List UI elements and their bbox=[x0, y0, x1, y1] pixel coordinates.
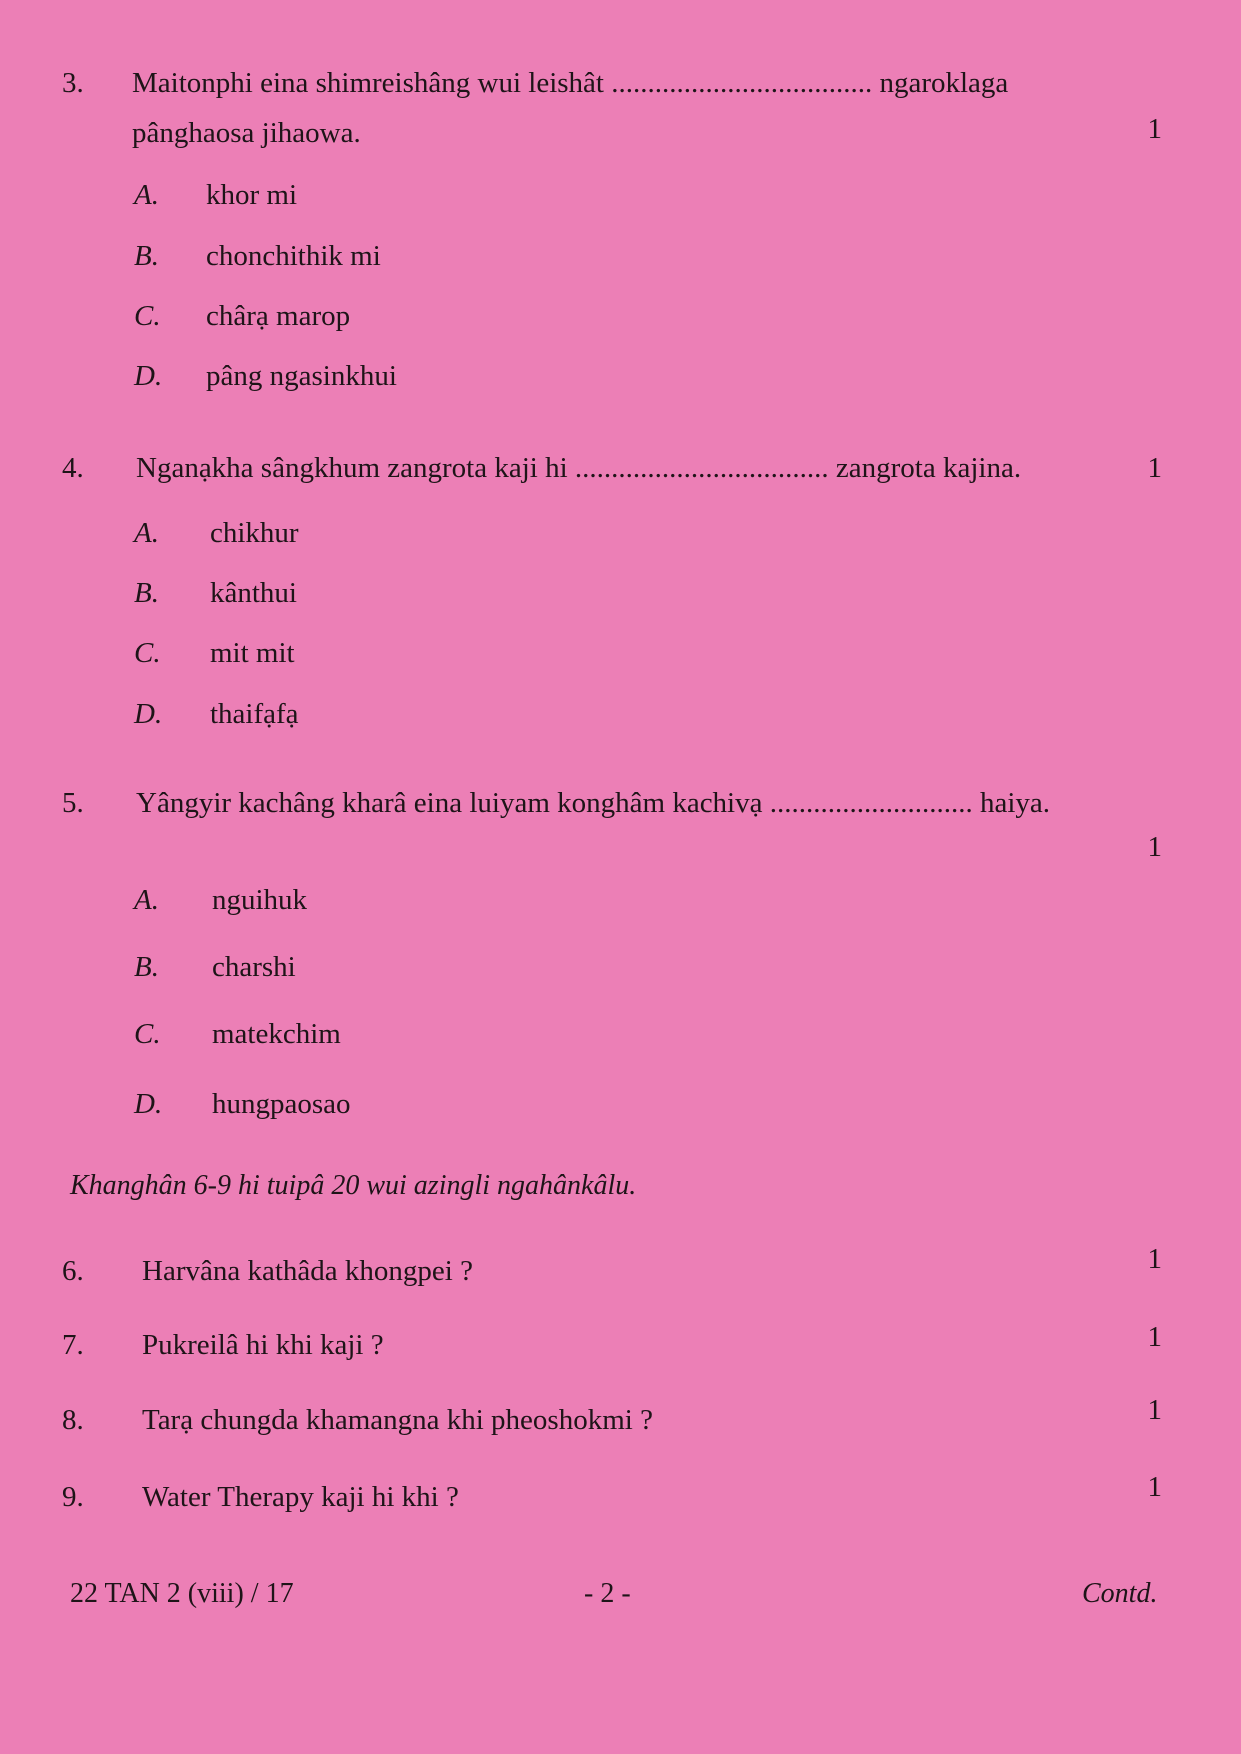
option-letter: D. bbox=[134, 1088, 163, 1120]
option-text: nguihuk bbox=[212, 884, 308, 916]
option-letter: A. bbox=[134, 179, 159, 211]
question-text: Water Therapy kaji hi khi ? bbox=[142, 1481, 459, 1513]
option-text: kânthui bbox=[210, 577, 297, 609]
question-number: 8. bbox=[62, 1404, 84, 1436]
question-text-line2: pânghaosa jihaowa. bbox=[132, 117, 361, 149]
question-text: Tarạ chungda khamangna khi pheoshokmi ? bbox=[142, 1404, 653, 1436]
option-text: khor mi bbox=[206, 179, 298, 211]
option-letter: C. bbox=[134, 637, 161, 669]
option-text: charshi bbox=[212, 951, 296, 983]
question-text: Yângyir kachâng kharâ eina luiyam konghâm kachivạ ............................ haiya. bbox=[136, 787, 1051, 819]
option-text: chikhur bbox=[210, 517, 299, 549]
page-number: - 2 - bbox=[584, 1578, 631, 1609]
option-letter: B. bbox=[134, 951, 159, 983]
option-text: chârạ marop bbox=[206, 300, 351, 332]
option-text: chonchithik mi bbox=[206, 240, 381, 272]
option-letter: C. bbox=[134, 1018, 161, 1050]
marks: 1 bbox=[1147, 831, 1162, 863]
question-text: Nganạkha sângkhum zangrota kaji hi ................................... zangrota kajina. bbox=[136, 452, 1022, 484]
option-text: thaifạfạ bbox=[210, 698, 299, 730]
option-letter: A. bbox=[134, 517, 159, 549]
question-number: 6. bbox=[62, 1255, 84, 1287]
option-text: hungpaosao bbox=[212, 1088, 351, 1120]
option-letter: D. bbox=[134, 698, 163, 730]
marks: 1 bbox=[1147, 1394, 1162, 1426]
marks: 1 bbox=[1147, 452, 1162, 484]
marks: 1 bbox=[1147, 1321, 1162, 1353]
option-letter: B. bbox=[134, 240, 159, 272]
option-letter: B. bbox=[134, 577, 159, 609]
question-text-line1: Maitonphi eina shimreishâng wui leishât .................................... ngaroklaga bbox=[132, 67, 1009, 99]
marks: 1 bbox=[1147, 1471, 1162, 1503]
question-number: 9. bbox=[62, 1481, 84, 1513]
question-text bbox=[132, 58, 1162, 158]
paper-code: 22 TAN 2 (viii) / 17 bbox=[70, 1578, 294, 1609]
marks: 1 bbox=[1147, 1243, 1162, 1275]
question-text: Pukreilâ hi khi kaji ? bbox=[142, 1329, 384, 1361]
option-text: matekchim bbox=[212, 1018, 341, 1050]
option-letter: C. bbox=[134, 300, 161, 332]
option-letter: A. bbox=[134, 884, 159, 916]
question-number: 5. bbox=[62, 787, 84, 819]
question-number: 4. bbox=[62, 452, 84, 484]
option-letter: D. bbox=[134, 360, 163, 392]
continued-label: Contd. bbox=[1082, 1578, 1158, 1609]
question-number: 7. bbox=[62, 1329, 84, 1361]
question-number: 3. bbox=[62, 67, 84, 99]
option-text: pâng ngasinkhui bbox=[206, 360, 397, 392]
option-text: mit mit bbox=[210, 637, 295, 669]
question-text: Harvâna kathâda khongpei ? bbox=[142, 1255, 473, 1287]
section-instruction: Khanghân 6-9 hi tuipâ 20 wui azingli ngahânkâlu. bbox=[70, 1170, 637, 1201]
marks: 1 bbox=[1147, 113, 1162, 145]
